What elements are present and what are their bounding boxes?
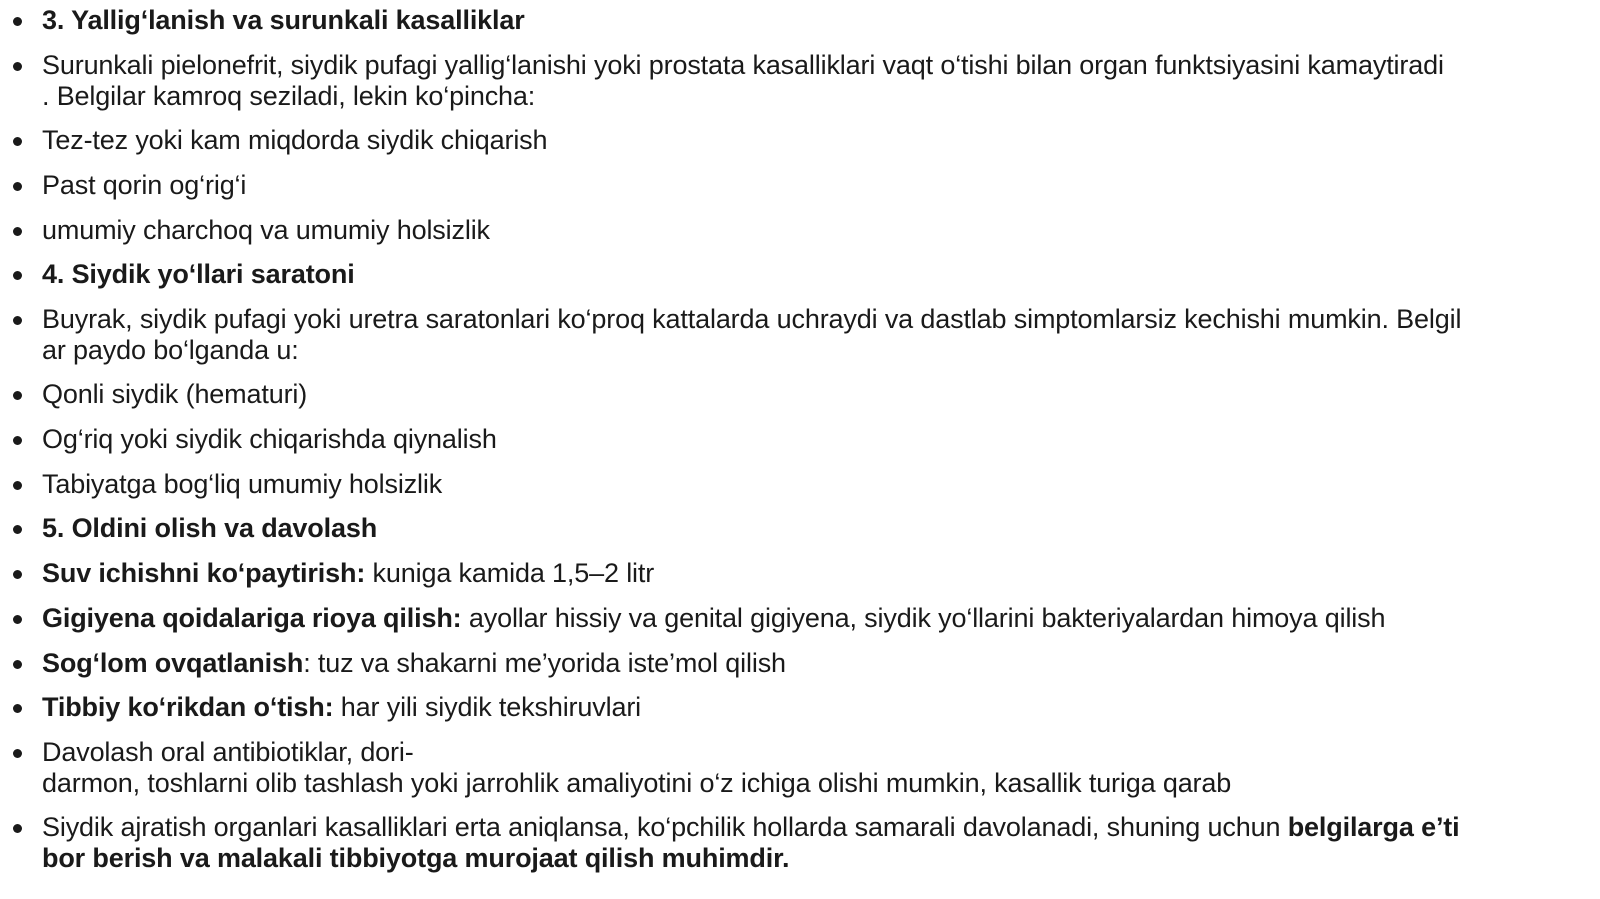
bullet-icon [13, 182, 22, 191]
item-text: Surunkali pielonefrit, siydik pufagi yallig‘lanishi yoki prostata kasalliklari vaqt o‘tishi bilan organ funktsiyasini kamaytiradi . Belgilar kamroq seziladi, lekin ko‘pincha: [42, 50, 1444, 111]
section-heading: 4. Siydik yo‘llari saratoni [42, 259, 355, 289]
item-text: Suv ichishni ko‘paytirish: kuniga kamida 1,5–2 litr [42, 558, 655, 588]
bullet-icon [13, 436, 22, 445]
bullet-icon [13, 316, 22, 325]
bullet-icon [13, 62, 22, 71]
bullet-icon [13, 615, 22, 624]
bullet-icon [13, 17, 22, 26]
bullet-icon [13, 227, 22, 236]
item-text: Sog‘lom ovqatlanish: tuz va shakarni me’yorida iste’mol qilish [42, 648, 786, 678]
bullet-icon [13, 137, 22, 146]
item-text: Siydik ajratish organlari kasalliklari erta aniqlansa, ko‘pchilik hollarda samarali davolanadi, shuning uchun belgilarga e’ti bor berish va malakali tibbiyotga murojaat qilish muhimdir. [42, 812, 1460, 873]
item-text: umumiy charchoq va umumiy holsizlik [42, 215, 490, 245]
bullet-icon [13, 824, 22, 833]
item-text: Davolash oral antibiotiklar, dori- darmon, toshlarni olib tashlash yoki jarrohlik amaliyotini o‘z ichiga olishi mumkin, kasallik turiga qarab [42, 737, 1232, 798]
bullet-icon [13, 391, 22, 400]
bullet-icon [13, 570, 22, 579]
bullet-icon [13, 271, 22, 280]
bullet-icon [13, 481, 22, 490]
section-heading: 5. Oldini olish va davolash [42, 513, 378, 543]
item-text: Og‘riq yoki siydik chiqarishda qiynalish [42, 424, 497, 454]
item-text: Tibbiy ko‘rikdan o‘tish: har yili siydik tekshiruvlari [42, 692, 642, 722]
item-text: Tabiyatga bog‘liq umumiy holsizlik [42, 469, 443, 499]
item-text: Past qorin og‘rig‘i [42, 170, 247, 200]
bullet-icon [13, 704, 22, 713]
bullet-icon [13, 660, 22, 669]
item-text: Buyrak, siydik pufagi yoki uretra saratonlari ko‘proq kattalarda uchraydi va dastlab simptomlarsiz kechishi mumkin. Belgil ar paydo bo‘lganda u: [42, 304, 1462, 365]
section-heading: 3. Yallig‘lanish va surunkali kasalliklar [42, 5, 525, 35]
bullet-icon [13, 749, 22, 758]
item-text: Gigiyena qoidalariga rioya qilish: ayollar hissiy va genital gigiyena, siydik yo‘llarini bakteriyalardan himoya qilish [42, 603, 1386, 633]
item-text: Tez-tez yoki kam miqdorda siydik chiqarish [42, 125, 548, 155]
item-text: Qonli siydik (hematuri) [42, 379, 308, 409]
bullet-icon [13, 525, 22, 534]
